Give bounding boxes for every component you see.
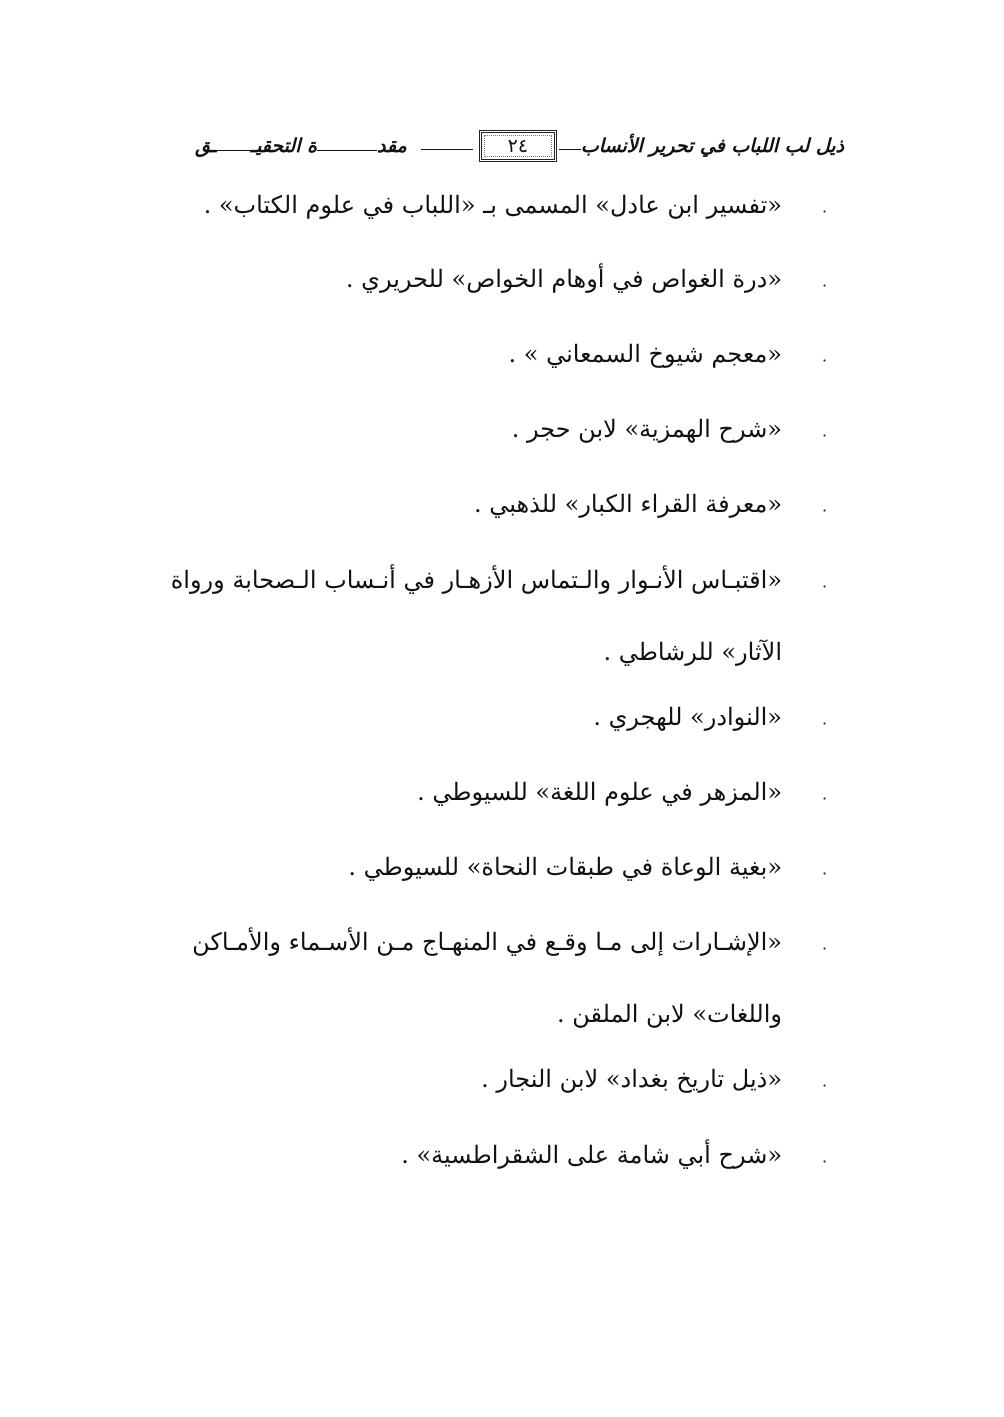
list-item-text: «درة الغواص في أوهام الخواص» للحريري .	[345, 265, 782, 293]
bullet: ·	[822, 789, 828, 808]
bullet: ·	[822, 1152, 828, 1171]
list-item-text: «بغية الوعاة في طبقات النحاة» للسيوطي .	[348, 853, 782, 881]
list-item-text	[140, 565, 782, 667]
list-item-text: «ذيل تاريخ بغداد» لابن النجار .	[481, 1065, 782, 1093]
list-item-text: «النوادر» للهجري .	[593, 703, 782, 731]
bullet: ·	[822, 276, 828, 295]
book-title: ذيل لب اللباب في تحرير الأنساب	[580, 135, 844, 157]
bullet: ·	[822, 351, 828, 370]
bullet: ·	[822, 1076, 828, 1095]
bullet: ·	[822, 501, 828, 520]
bullet: ·	[822, 939, 828, 958]
bullet: ·	[822, 714, 828, 733]
bullet: ·	[822, 577, 828, 596]
list-item-text: «معرفة القراء الكبار» للذهبي .	[474, 490, 782, 518]
list-item-text: «شرح الهمزية» لابن حجر .	[511, 415, 782, 443]
list-item-text: «تفسير ابن عادل» المسمى بـ «اللباب في علوم الكتاب» .	[203, 191, 782, 219]
list-item-line: الآثار» للرشاطي .	[603, 638, 782, 666]
list-item-line: «اقتبـاس الأنـوار والـتماس الأزهـار في أنـساب الـصحابة ورواة	[170, 566, 782, 594]
list-item-text: «شرح أبي شامة على الشقراطسية» .	[401, 1141, 782, 1169]
page-number: ٢٤	[479, 130, 557, 162]
list-item-text: «المزهر في علوم اللغة» للسيوطي .	[417, 778, 782, 806]
list-item-line: «الإشـارات إلى مـا وقـع في المنهـاج مـن الأسـماء والأمـاكن	[192, 928, 782, 956]
section-title-end: ـق	[195, 135, 217, 157]
bullet: ·	[822, 864, 828, 883]
list-item-text: «معجم شيوخ السمعاني » .	[508, 340, 782, 368]
bullet: ·	[822, 202, 828, 221]
bullet: ·	[822, 426, 828, 445]
section-title-start: مقد	[377, 135, 407, 157]
list-item-line: واللغات» لابن الملقن .	[556, 1000, 782, 1028]
section-title-mid: ة التحقيـ	[250, 135, 318, 157]
list-item-text	[140, 927, 782, 1029]
